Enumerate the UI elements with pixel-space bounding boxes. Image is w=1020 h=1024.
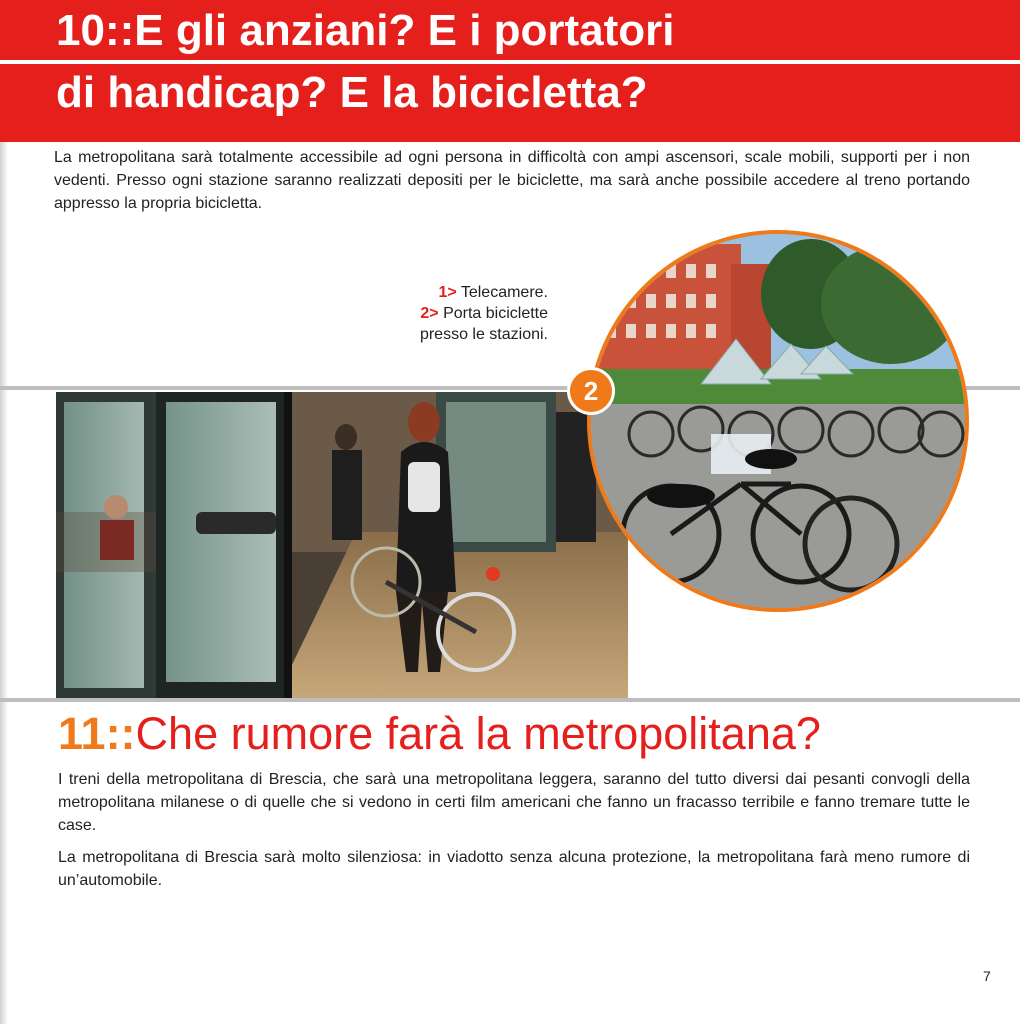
page-number: 7	[983, 968, 991, 984]
photo-captions	[360, 282, 548, 345]
section-11-paragraph-2: La metropolitana di Brescia sarà molto silenziosa: in viadotto senza alcuna protezione, la metropolitana farà meno rumore di un’automobile.	[58, 849, 970, 889]
section-10-title-text1: E gli anziani? E i portatori	[134, 6, 675, 55]
metro-platform-photo	[56, 392, 628, 698]
caption-item-2	[360, 303, 548, 324]
section-10-header-band	[0, 0, 1020, 142]
section-11-title-text: Che rumore farà la metropolitana?	[135, 708, 821, 759]
caption-2-text: Porta biciclette	[443, 305, 548, 322]
header-divider	[0, 60, 1020, 64]
caption-1-number: 1>	[438, 284, 457, 301]
photo-number-badge: 2	[567, 367, 615, 415]
section-11-number: 11::	[58, 708, 136, 759]
bicycle-parking-photo	[587, 230, 969, 612]
caption-1-text: Telecamere.	[460, 284, 548, 301]
section-10-title-line2: di handicap? E la bicicletta?	[56, 68, 648, 117]
caption-item-2-cont: presso le stazioni.	[419, 326, 548, 343]
section-11-title	[58, 706, 821, 762]
section-11-paragraph-1: I treni della metropolitana di Brescia, che sarà una metropolitana leggera, saranno del tutto diversi dai pesanti convogli della metropolitana milanese o di quelle che si vedono in certi film americani che fanno un fracasso terribile e fanno tremare tutte le case.	[58, 771, 970, 834]
caption-2-number: 2>	[420, 305, 439, 322]
page-binding-shadow	[0, 0, 8, 1024]
gray-rule-bottom	[0, 698, 1020, 702]
caption-item-1	[360, 282, 548, 303]
section-10-number: 10::	[56, 6, 135, 55]
section-10-intro: La metropolitana sarà totalmente accessibile ad ogni persona in difficoltà con ampi ascensori, scale mobili, supporti per i non vedenti. Presso ogni stazione saranno realizzati depositi per le biciclette, ma sarà anche possibile accedere al treno portando appresso la propria bicicletta.	[54, 149, 970, 212]
section-10-title-line1	[56, 6, 675, 56]
